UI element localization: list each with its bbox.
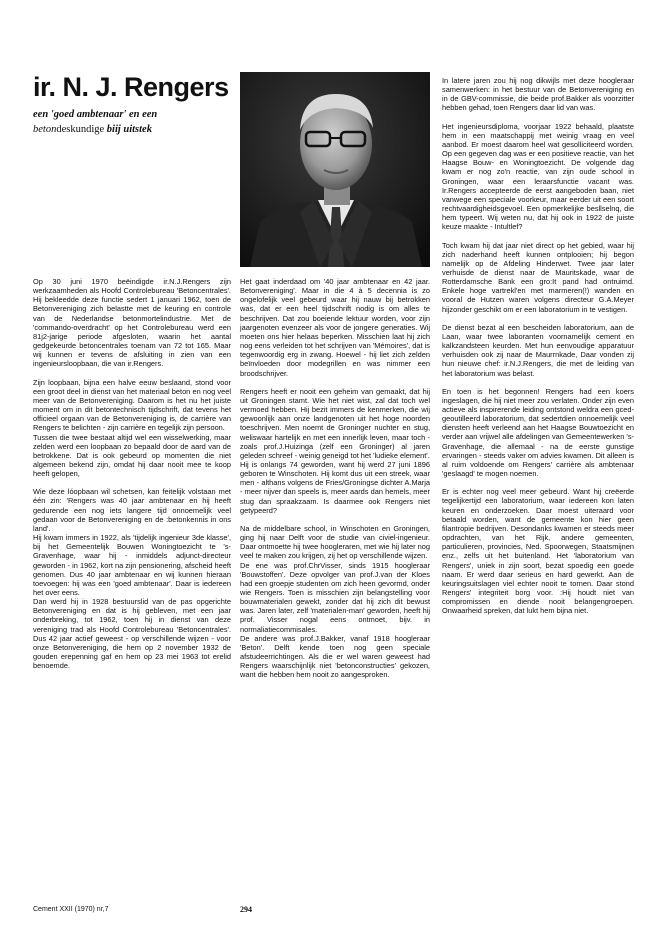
paragraph: In latere jaren zou hij nog dikwijls met deze hoogleraar samenwerken: in het bestuur van de Betonvereniging en in de GBV-commissie, die beide prof.Bakker als voorzitter hebben gehad, toen Rengers daar lid van was. [442, 76, 634, 113]
subtitle-line-2 [33, 124, 152, 135]
paragraph: En toen is het begonnen! Rengers had een koers ingeslagen, die hij niet meer zou verlaten. Onder zijn even actieve als inspirerende leiding ontstond weldra een gced-geoutilleerd laboratorium, dat sedertdien onnoemelijk veel diensten heeft verleend aan het Haagse Bouwtoezicht en verder aan vrijwel alle afdelingen van Gemeentewerken 's-Gravenhage, die allemaal - na de eerste gunstige ervaringen - steeds vaker om advies kwamen. Dit alleen is al ruim voldoende om Rengers' carrière als ambtenaar 'geslaagd' te mogen noemen. [442, 386, 634, 479]
paragraph: Na de middelbare school, in Winschoten en Groningen, ging hij naar Delft voor de studie van civiel-ingenieur. Daar ontmoette hij twee hoogleraren, met wie hij later nog veel te maken zou krijgen, zij het op verschillende wijzen. De ene was prof.ChrVisser, sinds 1915 hoogleraar 'Bouwstoffen'. Deze opvolger van prof.J.van der Kloes had een groepje studenten om zich heen gevormd, onder wie Rengers. Toen is misschien zijn belangstelling voor bouwmaterialen gewekt, zonder dat hij zich dit bewust was. Jaren later, zelf 'materialen-man' geworden, heeft hij prof. Visser nogal eens ontmoet, bijv. in normaliatiecommisales. De andere was prof.J.Bakker, vanaf 1918 hoogleraar 'Beton'. Delft kende toen nog geen speciale afstudeerrichtingen. Als die er wel waren geweest had Rengers waarschijnlijk niet 'betonconstructies' gekozen, want die hebben hem nooit zo aangesproken. [240, 523, 430, 680]
column-2 [240, 277, 430, 689]
subtitle-part-d: deskundige [56, 124, 105, 135]
paragraph: Toch kwam hij dat jaar niet direct op het gebied, waar hij zich naderhand heeft kunnen ontplooien; hij begon namelijk op de Afdeling Hinderwet. Twee jaar later verhuisde de dienst naar de Mauritskade, waar de Rotterdamsche Bank een gro:It pand had ontruimd. Enkele hoge vartrekl'en met marmeren(!) wanden en vooral de Hutzen waren volgens directeur G.A.Meyer hijzonder geschikt om er een laboratorium in te vestigen. [442, 240, 634, 314]
paragraph: De dienst bezat al een bescheiden laboratorium, aan de Laan, waar twee laboranten voornamelijk cement en kalkzandsteen keurden. Met hun eenvoudige apparatuur verhuisden ook zij naar de Maurrnkade, Daar vonden zij hun nieuwe chef: ir.N.J.Rengers, die met de leiding van het laboratorium was belast. [442, 322, 634, 378]
subtitle-part-a: een 'goed ambtenaar' [33, 109, 127, 120]
subtitle-part-c: beton [33, 124, 57, 135]
portrait-photo [240, 72, 430, 267]
page-number: 294 [240, 905, 252, 914]
column-1 [33, 277, 231, 679]
paragraph: Wie deze lóopbaan wil schetsen, kan feitelijk volstaan met één zin: 'Rengers was 40 jaar ambtenaar en hij heeft gedurende een nog iets langere tijd onnoemelijk veel gedaan voor de Betonvereniging en de :betonkennis in ons land'. Hij kwam immers in 1922, als 'tijdelijk ingenieur 3de klasse', bij het Gemeentelijk Bouwen Woningtoezicht te 's-Gravenhage, waar hij - inmiddels adjunct-directeur geworden - in 1962, kort na zijn pensionering, afscheid heeft genomen. Dus 40 jaar ambtenaar en wij kunnen hieraan toevoegen: hij was een 'goed ambtenaar'. Daar is iedereen het over eens. Dan werd hij in 1928 bestuurslid van de pas opgerichte Betonvereniging en dat is hij gebleven, met een jaar onderbreking, tot 1962, toen hij in dienst van deze vereniging trad als Hoofd Controlebureau 'Betoncentrales'. Dus 42 jaar actief geweest - op verschillende wijzen - voor onze Betonvereniging, die hem op 2 november 1932 de gouden erepenning gaf en hem op 23 mei 1963 tot erelid benoemde. [33, 487, 231, 671]
paragraph: Rengers heeft er nooit een geheim van gemaakt, dat hij uit Groningen stamt. Wie het niet wist, zal dat toch wel vermoed hebben. Hij bezit immers de kenmerken, die wij gewoonlijk aan onze landgenoten uit het hoge noorden toeschrijven. Men noemt de Groninger nuchter en stug, weliswaar hartelijk en met een innerlijk leven, maar toch - zoals prof.J.Huizinga (zelf een Groninger) al jaren geleden schreef - weinig geneigd tot het 'ludieke element'. Hij is onlangs 74 geworden, want hij werd 27 juni 1896 geboren te Winschoten. Hij komt dus uit een streek, waar men - althans volgens de Fries/Groningse dichter A.Marja - meer nijver dan speels is, meer aards dan hemels, meer stug dan spraakzaam. Is daarmee ook Rengers niet getypeerd? [240, 386, 430, 515]
column-3 [442, 76, 634, 624]
paragraph: Er is echter nog veel meer gebeurd. Want hij creëerde tegelijkertijd een laboratorium, waar iedereen kon laten keuren en onderzoeken. Daar moest uiteraard voor betaald worden, want de gemeente kon hier geen filantropie bedrijven. Desondanks kwamen er steeds meer opdrachten, van het Rijk, andere gemeenten, particulieren, provincies, Ned. Spoorwegen, Staatsmijnen enz., zelfs uit het buitenland. Het 'laboratorium van Rengers', uniek in zijn soort, bezat spoedig een goede naam. Er werd daar serieus en hard gewerkt. Aan de keuringsuitslagen viel echter nooit te tornen. Daar stond Rengers' integriteit borg voor. :Hij houdt niet van compromissen en diende nooit belangengroepen. Onwaarheid spreken, dat lukt hem bijna niet. [442, 487, 634, 616]
article-title: ir. N. J. Rengers [33, 72, 229, 102]
journal-citation: Cement XXII (1970) nr,7 [33, 906, 109, 913]
paragraph: Het gaat inderdaad om '40 jaar ambtenaar en 42 jaar. Betonvereniging'. Maar in die 4 à 5 decennia is zo ongelofelijk veel gebeurd waar hij nauw bij betrokken was, dat er een heel tijdschrift nodig is om alles te beschrijven. Dat zou boeiende lektuur worden, voor zijn jaargenoten evenzeer als voor de jongere generaties. Wij moeten ons hier helaas beperken. Misschien laat hij zich nog eens verleiden tot het schrijven van 'Mémoires', dat is tegenwoordig erg in zwang. Hoewel - hij liet zich zelden beïnvloeden door modegrillen en was nimmer een broodschrijver. [240, 277, 430, 378]
paragraph: Op 30 juni 1970 beëindigde ir.N.J.Rengers zijn werkzaamheden als Hoofd Controlebureau 'Betoncentrales'. Hij bekleedde deze functie sedert 1 januari 1962, toen de Betonvereniging zich belastte met de keuring en controle van de Nederlandse betonmortelindustrie. Met de 'commando-overdracht' op het Controlebureau werd een 81j2-jarige periode afgesloten, waarin het aantal gedgekeurde betoncentrales toenam van 72 tot 165. Maar wij kunnen er tevens de afsluiting in zien van een ingenieursloopbaan, die van ir.Rengers. [33, 277, 231, 369]
subtitle-line-1 [33, 109, 157, 120]
portrait-illustration [240, 72, 430, 267]
paragraph: Het ingenieursdiploma, voorjaar 1922 behaald, plaatste hem in een maatschappij met weinig vraag en veel aanbod. Er moest daarom heel wat gesolliciteerd worden. Op een gegeven dag was er een positieve reactie, van het Haagse Bouw- en Woningtoezicht. De volgende dag kwam er nog zo'n reactie, van zijn oude school in Groningen, waar een leraarsfunctie vacant was. Ir.Rengers accepteerde de eerst aangeboden baan, niet vanwege een speciale voorkeur, maar eerder uit een soort rechtvaardigheidsgevoel. Een opmerkelijke besllselnq, die hem typeert. Wij weten nu, dat hij ook in 1922 de juiste keuze maakte - Intultlef? [442, 121, 634, 232]
subtitle-part-b: en een [128, 109, 158, 120]
paragraph: Zijn loopbaan, bijna een halve eeuw beslaand, stond voor een groot deel in dienst van het materiaal beton en nog veel meer van de Betonvereniging. Daarom is het nu het juiste moment om in dit betontechnisch tijdschrift, dat tevens het officieel orgaan van de Betonvereniging is, de carrière van Rengers te belichten - zijn carrière en tegelijk zijn persoon. Tussen die twee bestaat altijd wel een wisselwerking, maar zelden werd een loopbaan zo bepaald door de aard van de betrokkene. Dat is ook gebeurd op momenten die niet algemeen bekend zijn, omdat hij daar nooit mee te koop heeft gelopen, [33, 377, 231, 479]
subtitle-part-e: biĳ uitstek [106, 124, 152, 135]
